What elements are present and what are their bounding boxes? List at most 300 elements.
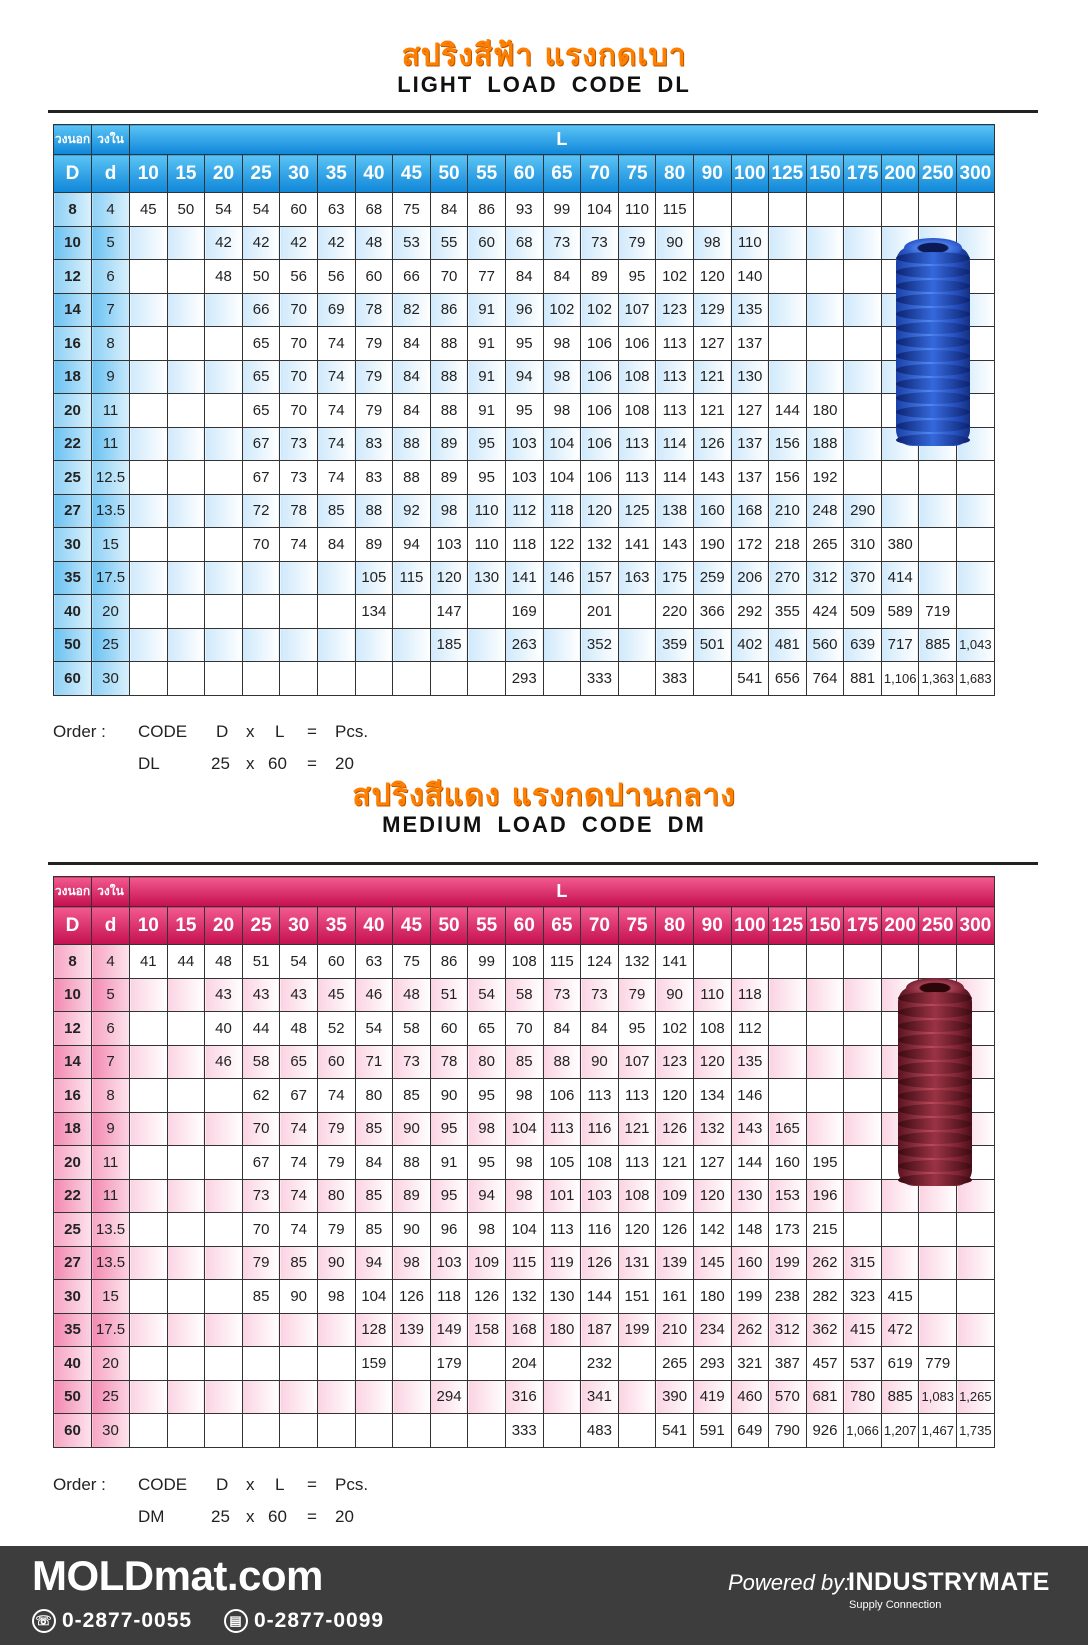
load-value-cell	[844, 427, 882, 461]
load-value-cell: 45	[130, 193, 168, 227]
load-value-cell	[393, 1414, 431, 1448]
load-value-cell	[205, 327, 243, 361]
load-value-cell: 173	[769, 1213, 807, 1247]
load-value-cell: 195	[806, 1146, 844, 1180]
header-d: d	[92, 155, 130, 193]
load-value-cell: 509	[844, 595, 882, 629]
load-value-cell: 88	[430, 360, 468, 394]
load-value-cell: 120	[693, 1045, 731, 1079]
load-value-cell: 143	[656, 528, 694, 562]
load-value-cell	[844, 1179, 882, 1213]
length-header: 10	[130, 907, 168, 945]
load-value-cell: 127	[731, 394, 769, 428]
load-value-cell	[167, 978, 205, 1012]
load-value-cell: 199	[731, 1280, 769, 1314]
header-outer-diameter: วงนอก	[54, 877, 92, 907]
inner-diameter-cell: 11	[92, 1179, 130, 1213]
load-value-cell: 48	[355, 226, 393, 260]
load-value-cell: 560	[806, 628, 844, 662]
order-pcs-header: Pcs.	[335, 1475, 369, 1494]
load-value-cell: 121	[693, 360, 731, 394]
load-value-cell: 85	[280, 1246, 318, 1280]
load-value-cell	[130, 1079, 168, 1113]
load-value-cell: 67	[280, 1079, 318, 1113]
length-header: 15	[167, 907, 205, 945]
partner-logo[interactable]: INDUSTRYMATE	[848, 1568, 1050, 1596]
load-value-cell: 98	[505, 1146, 543, 1180]
load-value-cell: 106	[581, 394, 619, 428]
load-value-cell: 234	[693, 1313, 731, 1347]
load-value-cell: 85	[505, 1045, 543, 1079]
load-value-cell: 60	[468, 226, 506, 260]
load-value-cell: 56	[280, 260, 318, 294]
load-value-cell: 790	[769, 1414, 807, 1448]
order-pcs-header: Pcs.	[335, 722, 369, 741]
load-value-cell: 120	[693, 1179, 731, 1213]
load-value-cell: 75	[393, 945, 431, 979]
load-value-cell: 1,265	[957, 1380, 995, 1414]
medium-load-table	[53, 876, 995, 1448]
load-value-cell: 84	[355, 1146, 393, 1180]
load-value-cell	[919, 1246, 957, 1280]
load-value-cell: 127	[693, 327, 731, 361]
table-row	[54, 1347, 995, 1381]
load-value-cell: 43	[242, 978, 280, 1012]
load-value-cell: 190	[693, 528, 731, 562]
load-value-cell	[881, 494, 919, 528]
load-value-cell	[205, 427, 243, 461]
outer-diameter-cell: 27	[54, 1246, 92, 1280]
table-row	[54, 293, 995, 327]
length-header: 125	[769, 155, 807, 193]
load-value-cell	[130, 978, 168, 1012]
load-value-cell	[242, 1347, 280, 1381]
load-value-cell: 415	[844, 1313, 882, 1347]
load-value-cell: 1,066	[844, 1414, 882, 1448]
load-value-cell: 103	[581, 1179, 619, 1213]
load-value-cell	[693, 662, 731, 696]
order-code-value: DM	[138, 1507, 165, 1526]
length-header: 90	[693, 907, 731, 945]
load-value-cell: 108	[505, 945, 543, 979]
order-code-header: CODE	[138, 722, 188, 741]
load-value-cell: 135	[731, 293, 769, 327]
load-value-cell: 121	[693, 394, 731, 428]
load-value-cell: 110	[731, 226, 769, 260]
load-value-cell: 103	[505, 427, 543, 461]
load-value-cell	[844, 394, 882, 428]
load-value-cell: 46	[205, 1045, 243, 1079]
load-value-cell	[130, 1179, 168, 1213]
load-value-cell: 42	[242, 226, 280, 260]
medium-title-english: MEDIUM LOAD CODE DM	[382, 812, 706, 837]
load-value-cell	[844, 1012, 882, 1046]
load-value-cell	[393, 1347, 431, 1381]
load-value-cell	[618, 662, 656, 696]
load-value-cell: 74	[317, 327, 355, 361]
outer-diameter-cell: 14	[54, 293, 92, 327]
order-d-header: D	[216, 1475, 229, 1494]
load-value-cell	[130, 628, 168, 662]
load-value-cell: 248	[806, 494, 844, 528]
load-value-cell: 73	[242, 1179, 280, 1213]
load-value-cell: 48	[205, 945, 243, 979]
load-value-cell: 65	[242, 360, 280, 394]
load-value-cell: 65	[242, 327, 280, 361]
load-value-cell	[130, 561, 168, 595]
load-value-cell	[881, 193, 919, 227]
table-row	[54, 628, 995, 662]
load-value-cell	[393, 595, 431, 629]
load-value-cell	[130, 1213, 168, 1247]
load-value-cell: 67	[242, 1146, 280, 1180]
header-outer-diameter: วงนอก	[54, 125, 92, 155]
load-value-cell: 115	[656, 193, 694, 227]
load-value-cell: 153	[769, 1179, 807, 1213]
load-value-cell: 88	[543, 1045, 581, 1079]
phone-contact[interactable]	[32, 1606, 192, 1636]
load-value-cell: 113	[618, 1079, 656, 1113]
load-value-cell: 146	[543, 561, 581, 595]
load-value-cell: 1,207	[881, 1414, 919, 1448]
load-value-cell: 90	[656, 226, 694, 260]
load-value-cell: 42	[280, 226, 318, 260]
load-value-cell: 116	[581, 1112, 619, 1146]
load-value-cell: 282	[806, 1280, 844, 1314]
load-value-cell: 142	[693, 1213, 731, 1247]
load-value-cell	[242, 1313, 280, 1347]
load-value-cell: 139	[393, 1313, 431, 1347]
load-value-cell	[167, 1313, 205, 1347]
outer-diameter-cell: 50	[54, 628, 92, 662]
load-value-cell: 73	[581, 226, 619, 260]
load-value-cell: 151	[618, 1280, 656, 1314]
load-value-cell	[130, 595, 168, 629]
inner-diameter-cell: 4	[92, 945, 130, 979]
length-header: 100	[731, 907, 769, 945]
order-equals: =	[307, 722, 317, 741]
load-value-cell: 58	[242, 1045, 280, 1079]
partner-tagline: Supply Connection	[849, 1599, 942, 1611]
load-value-cell	[205, 360, 243, 394]
load-value-cell: 123	[656, 1045, 694, 1079]
load-value-cell: 85	[355, 1179, 393, 1213]
load-value-cell: 70	[280, 360, 318, 394]
load-value-cell	[844, 360, 882, 394]
load-value-cell: 88	[393, 427, 431, 461]
load-value-cell	[167, 1213, 205, 1247]
load-value-cell: 73	[280, 461, 318, 495]
load-value-cell	[280, 662, 318, 696]
load-value-cell	[205, 662, 243, 696]
load-value-cell	[130, 360, 168, 394]
load-value-cell	[355, 1414, 393, 1448]
load-value-cell	[844, 260, 882, 294]
load-value-cell	[844, 327, 882, 361]
load-value-cell: 85	[355, 1213, 393, 1247]
load-value-cell: 134	[693, 1079, 731, 1113]
load-value-cell: 95	[468, 1146, 506, 1180]
table-row	[54, 1313, 995, 1347]
load-value-cell	[317, 1380, 355, 1414]
outer-diameter-cell: 12	[54, 1012, 92, 1046]
load-value-cell: 74	[317, 360, 355, 394]
load-value-cell: 90	[280, 1280, 318, 1314]
length-header: 250	[919, 155, 957, 193]
table-row	[54, 1012, 995, 1046]
load-value-cell	[130, 461, 168, 495]
load-value-cell	[130, 327, 168, 361]
load-value-cell: 92	[393, 494, 431, 528]
load-value-cell: 83	[355, 427, 393, 461]
load-value-cell: 312	[806, 561, 844, 595]
load-value-cell: 885	[881, 1380, 919, 1414]
load-value-cell	[957, 1246, 995, 1280]
load-value-cell: 312	[769, 1313, 807, 1347]
load-value-cell	[205, 394, 243, 428]
load-value-cell: 85	[393, 1079, 431, 1113]
header-inner-diameter: วงใน	[92, 125, 130, 155]
outer-diameter-cell: 35	[54, 1313, 92, 1347]
load-value-cell: 80	[468, 1045, 506, 1079]
load-value-cell: 79	[618, 978, 656, 1012]
order-l-header: L	[275, 1475, 285, 1494]
length-header: 90	[693, 155, 731, 193]
load-value-cell: 91	[468, 394, 506, 428]
load-value-cell	[881, 1213, 919, 1247]
footer-bar	[0, 1546, 1088, 1645]
load-value-cell	[806, 293, 844, 327]
load-value-cell: 79	[242, 1246, 280, 1280]
load-value-cell	[543, 1414, 581, 1448]
load-value-cell	[130, 1112, 168, 1146]
load-value-cell: 98	[543, 394, 581, 428]
load-value-cell	[769, 193, 807, 227]
inner-diameter-cell: 5	[92, 978, 130, 1012]
outer-diameter-cell: 22	[54, 1179, 92, 1213]
load-value-cell	[806, 978, 844, 1012]
load-value-cell: 127	[693, 1146, 731, 1180]
load-value-cell	[167, 561, 205, 595]
load-value-cell: 67	[242, 427, 280, 461]
load-value-cell: 168	[505, 1313, 543, 1347]
inner-diameter-cell: 9	[92, 1112, 130, 1146]
table-row	[54, 461, 995, 495]
table-row	[54, 427, 995, 461]
outer-diameter-cell: 14	[54, 1045, 92, 1079]
load-value-cell	[167, 662, 205, 696]
load-value-cell: 359	[656, 628, 694, 662]
table-row	[54, 260, 995, 294]
header-length: L	[130, 125, 995, 155]
load-value-cell: 204	[505, 1347, 543, 1381]
load-value-cell: 390	[656, 1380, 694, 1414]
load-value-cell: 98	[393, 1246, 431, 1280]
outer-diameter-cell: 25	[54, 1213, 92, 1247]
load-value-cell: 160	[769, 1146, 807, 1180]
load-value-cell	[317, 628, 355, 662]
load-value-cell: 98	[317, 1280, 355, 1314]
load-value-cell: 95	[505, 394, 543, 428]
load-value-cell: 121	[618, 1112, 656, 1146]
load-value-cell	[280, 561, 318, 595]
load-value-cell: 95	[430, 1179, 468, 1213]
load-value-cell	[355, 628, 393, 662]
load-value-cell: 89	[430, 427, 468, 461]
load-value-cell: 415	[881, 1280, 919, 1314]
load-value-cell	[806, 1012, 844, 1046]
load-value-cell: 116	[581, 1213, 619, 1247]
load-value-cell	[167, 394, 205, 428]
inner-diameter-cell: 25	[92, 628, 130, 662]
load-value-cell: 44	[167, 945, 205, 979]
load-value-cell	[205, 494, 243, 528]
outer-diameter-cell: 27	[54, 494, 92, 528]
load-value-cell	[806, 193, 844, 227]
load-value-cell: 457	[806, 1347, 844, 1381]
load-value-cell	[468, 1414, 506, 1448]
load-value-cell	[844, 226, 882, 260]
load-value-cell: 112	[731, 1012, 769, 1046]
table-row	[54, 1146, 995, 1180]
load-value-cell	[167, 1079, 205, 1113]
load-value-cell: 74	[280, 1112, 318, 1146]
inner-diameter-cell: 8	[92, 1079, 130, 1113]
load-value-cell: 159	[355, 1347, 393, 1381]
load-value-cell	[957, 945, 995, 979]
load-value-cell: 113	[581, 1079, 619, 1113]
table-row	[54, 945, 995, 979]
load-value-cell: 86	[430, 945, 468, 979]
load-value-cell: 143	[693, 461, 731, 495]
load-value-cell: 290	[844, 494, 882, 528]
load-value-cell: 65	[242, 394, 280, 428]
load-value-cell: 366	[693, 595, 731, 629]
length-header: 150	[806, 907, 844, 945]
load-value-cell	[468, 628, 506, 662]
load-value-cell: 1,106	[881, 662, 919, 696]
load-value-cell: 156	[769, 427, 807, 461]
load-value-cell: 95	[430, 1112, 468, 1146]
inner-diameter-cell: 30	[92, 1414, 130, 1448]
load-value-cell: 352	[581, 628, 619, 662]
load-value-cell: 656	[769, 662, 807, 696]
load-value-cell: 56	[317, 260, 355, 294]
fax-contact[interactable]	[224, 1606, 384, 1636]
load-value-cell	[130, 528, 168, 562]
load-value-cell	[130, 260, 168, 294]
order-l-value: 60	[268, 1507, 287, 1526]
load-value-cell	[280, 595, 318, 629]
load-value-cell: 113	[618, 427, 656, 461]
load-value-cell: 98	[693, 226, 731, 260]
load-value-cell: 118	[505, 528, 543, 562]
load-value-cell: 129	[693, 293, 731, 327]
order-d-value: 25	[211, 1507, 230, 1526]
load-value-cell: 135	[731, 1045, 769, 1079]
load-value-cell: 89	[355, 528, 393, 562]
load-value-cell: 73	[581, 978, 619, 1012]
load-value-cell: 84	[393, 394, 431, 428]
load-value-cell	[393, 1380, 431, 1414]
load-value-cell: 926	[806, 1414, 844, 1448]
load-value-cell: 79	[317, 1112, 355, 1146]
load-value-cell: 70	[242, 528, 280, 562]
load-value-cell	[618, 1347, 656, 1381]
load-value-cell: 179	[430, 1347, 468, 1381]
load-value-cell: 70	[280, 327, 318, 361]
load-value-cell: 541	[656, 1414, 694, 1448]
load-value-cell: 43	[205, 978, 243, 1012]
load-value-cell: 70	[280, 394, 318, 428]
load-value-cell: 210	[769, 494, 807, 528]
length-header: 15	[167, 155, 205, 193]
load-value-cell	[957, 494, 995, 528]
length-header: 20	[205, 907, 243, 945]
load-value-cell	[731, 193, 769, 227]
outer-diameter-cell: 10	[54, 978, 92, 1012]
load-value-cell: 54	[242, 193, 280, 227]
load-value-cell	[242, 595, 280, 629]
load-value-cell: 414	[881, 561, 919, 595]
load-value-cell: 681	[806, 1380, 844, 1414]
header-D: D	[54, 155, 92, 193]
load-value-cell: 220	[656, 595, 694, 629]
load-value-cell: 141	[618, 528, 656, 562]
inner-diameter-cell: 11	[92, 427, 130, 461]
load-value-cell: 321	[731, 1347, 769, 1381]
inner-diameter-cell: 4	[92, 193, 130, 227]
outer-diameter-cell: 12	[54, 260, 92, 294]
inner-diameter-cell: 11	[92, 1146, 130, 1180]
load-value-cell: 293	[505, 662, 543, 696]
load-value-cell: 91	[468, 327, 506, 361]
load-value-cell: 85	[317, 494, 355, 528]
outer-diameter-cell: 10	[54, 226, 92, 260]
load-value-cell: 130	[468, 561, 506, 595]
load-value-cell: 58	[393, 1012, 431, 1046]
load-value-cell: 91	[468, 360, 506, 394]
load-value-cell: 1,467	[919, 1414, 957, 1448]
length-header: 55	[468, 155, 506, 193]
table-row	[54, 662, 995, 696]
table-row	[54, 561, 995, 595]
load-value-cell: 206	[731, 561, 769, 595]
load-value-cell: 138	[656, 494, 694, 528]
load-value-cell	[957, 561, 995, 595]
load-value-cell	[919, 1213, 957, 1247]
load-value-cell	[130, 662, 168, 696]
load-value-cell: 73	[543, 978, 581, 1012]
load-value-cell: 104	[355, 1280, 393, 1314]
load-value-cell: 106	[543, 1079, 581, 1113]
load-value-cell	[205, 628, 243, 662]
load-value-cell: 147	[430, 595, 468, 629]
load-value-cell	[393, 628, 431, 662]
outer-diameter-cell: 18	[54, 1112, 92, 1146]
load-value-cell: 102	[581, 293, 619, 327]
load-value-cell	[618, 1414, 656, 1448]
load-value-cell: 88	[430, 327, 468, 361]
load-value-cell: 85	[242, 1280, 280, 1314]
load-value-cell	[167, 327, 205, 361]
brand-name[interactable]: MOLDmat.com	[32, 1552, 323, 1599]
load-value-cell: 52	[317, 1012, 355, 1046]
load-value-cell	[167, 528, 205, 562]
load-value-cell	[167, 226, 205, 260]
load-value-cell: 95	[618, 260, 656, 294]
length-header: 50	[430, 907, 468, 945]
